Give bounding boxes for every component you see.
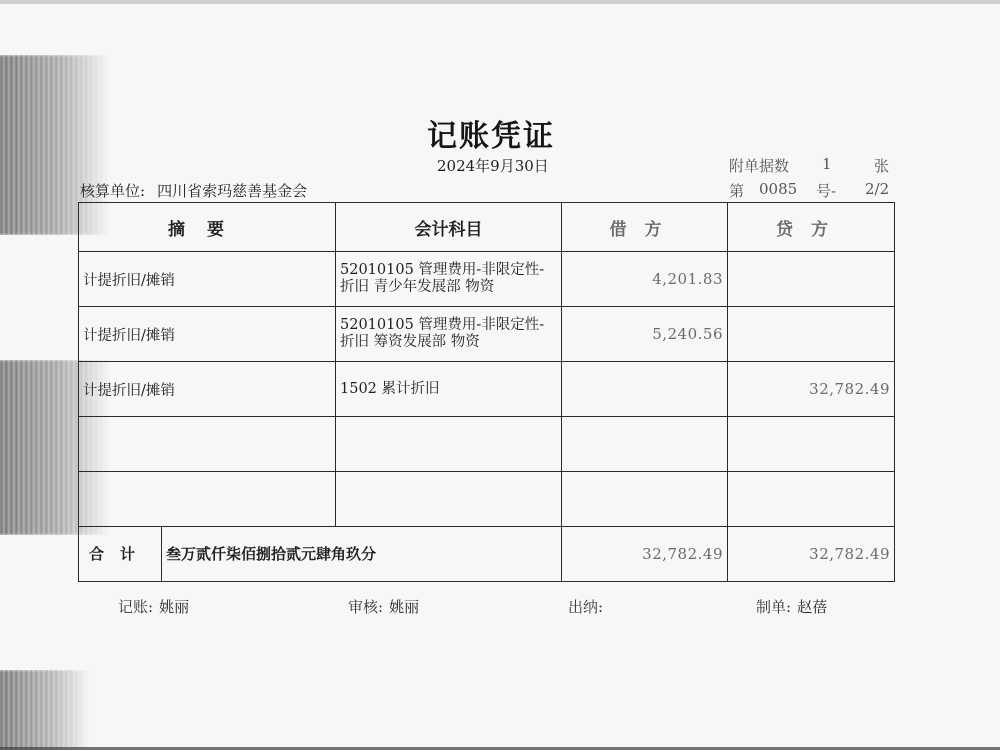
preparer-label: 制单:: [756, 598, 792, 616]
account-line: 折旧 筹资发展部 物资: [340, 334, 480, 350]
row-credit: [728, 417, 895, 472]
voucher-table: [78, 202, 895, 582]
row-account: [336, 362, 562, 417]
total-amount-words: 叁万贰仟柒佰捌拾贰元肆角玖分: [166, 545, 377, 563]
row-credit: [728, 307, 895, 362]
total-cell: [79, 527, 562, 582]
total-credit: 32,782.49: [728, 527, 895, 582]
attachment-label: 附单据数: [729, 157, 790, 175]
attachment-number: 1: [822, 155, 832, 173]
total-row: [79, 527, 895, 582]
reviewer-name: 姚丽: [389, 598, 420, 616]
row-summary: 计提折旧/摊销: [79, 362, 336, 417]
row-debit: [562, 417, 728, 472]
account-line: 52010105 管理费用-非限定性-: [340, 262, 545, 278]
table-row: [79, 362, 895, 417]
accounting-unit-name: 四川省索玛慈善基金会: [157, 182, 308, 200]
table-row: [79, 307, 895, 362]
accounting-unit: [80, 180, 307, 201]
table-header-row: [79, 203, 895, 252]
row-account: [336, 252, 562, 307]
row-account: [336, 472, 562, 527]
account-line: 折旧 青少年发展部 物资: [340, 279, 495, 295]
row-summary: 计提折旧/摊销: [79, 307, 336, 362]
voucher-page: 2/2: [865, 180, 890, 198]
total-label: 合计: [79, 527, 162, 581]
row-credit: [728, 252, 895, 307]
header-summary: 摘要: [79, 203, 336, 252]
header-account: 会计科目: [336, 203, 562, 252]
row-account: [336, 307, 562, 362]
accounting-unit-label: 核算单位:: [80, 182, 146, 200]
voucher-no: 0085: [759, 180, 798, 198]
scan-smudge: [0, 670, 90, 750]
cashier-label: 出纳:: [568, 598, 604, 616]
table-row: [79, 417, 895, 472]
voucher-suffix: 号-: [816, 182, 837, 200]
total-debit: 32,782.49: [562, 527, 728, 582]
attachment-suffix: 张: [874, 157, 890, 175]
row-credit: 32,782.49: [728, 362, 895, 417]
signature-reviewer: [348, 596, 419, 617]
row-summary: 计提折旧/摊销: [79, 252, 336, 307]
header-credit: 贷方: [728, 203, 895, 252]
voucher-date: 2024年9月30日: [437, 157, 549, 175]
scan-edge-top: [0, 0, 1000, 4]
row-summary: [79, 472, 336, 527]
reviewer-label: 审核:: [348, 598, 384, 616]
document-title: 记账凭证: [427, 119, 555, 154]
signature-preparer: [756, 596, 827, 617]
row-debit: [562, 472, 728, 527]
preparer-name: 赵蓓: [797, 598, 828, 616]
table-row: [79, 252, 895, 307]
row-debit: 5,240.56: [562, 307, 728, 362]
row-account: [336, 417, 562, 472]
account-line: 1502 累计折旧: [340, 380, 440, 397]
bookkeeper-label: 记账:: [118, 598, 154, 616]
row-debit: [562, 362, 728, 417]
table-row: [79, 472, 895, 527]
row-summary: [79, 417, 336, 472]
bookkeeper-name: 姚丽: [159, 598, 190, 616]
row-debit: 4,201.83: [562, 252, 728, 307]
row-credit: [728, 472, 895, 527]
signature-cashier: [568, 596, 609, 617]
signature-bookkeeper: [118, 596, 189, 617]
voucher-prefix: 第: [729, 182, 745, 200]
header-debit: 借方: [562, 203, 728, 252]
account-line: 52010105 管理费用-非限定性-: [340, 317, 545, 333]
